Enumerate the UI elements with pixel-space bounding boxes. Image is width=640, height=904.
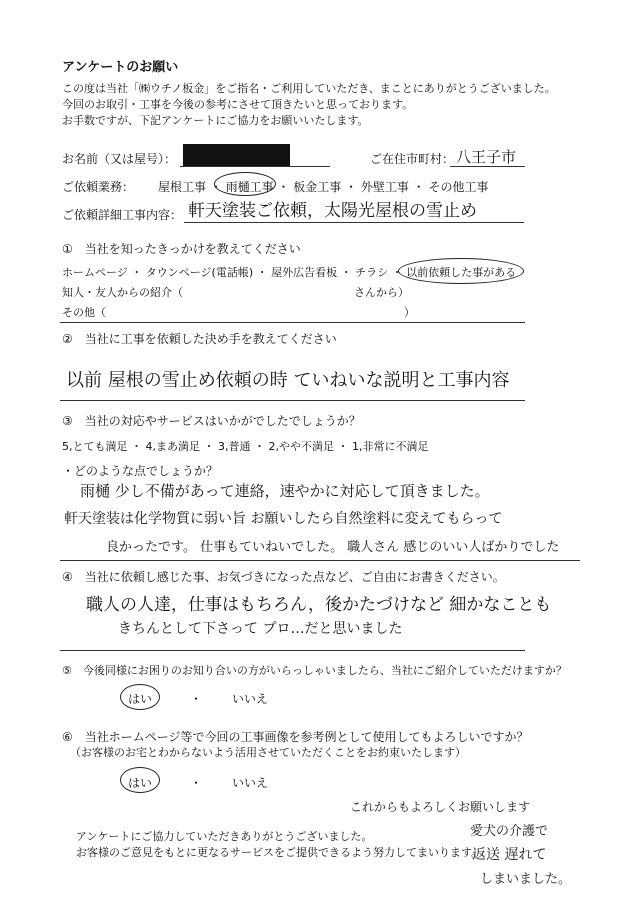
q4-answer-line-1: 職人の人達，仕事はもちろん，後かたづけなど 細かなことも [86, 595, 552, 615]
q1-options-line3-a: その他（ [62, 306, 106, 319]
q5-yes-circle [120, 684, 160, 710]
q3-options: 5,とても満足 ・ 4,まあ満足 ・ 3,普通 ・ 2,やや不満足 ・ 1,非常に不満足 [62, 440, 429, 453]
q5-dot: ・ [190, 692, 203, 706]
q6-dot: ・ [190, 776, 203, 790]
q3-sub-label: ・どのような点でしょうか？ [62, 464, 219, 478]
name-label: お名前（又は屋号）： [62, 152, 177, 166]
q3-answer-line-1: 雨樋 少し不備があって連絡，速やかに対応して頂きました。 [80, 482, 490, 500]
q2-divider [60, 400, 525, 401]
q2-label: ② 当社に工事を依頼した決め手を教えてください [62, 332, 337, 346]
side-note-line-1: これからもよろしくお願いします [350, 800, 531, 814]
intro-line-2: 今回のお取引・工事を今後の参考にさせて頂きたいと思っております。 [62, 98, 414, 111]
q6-no: いいえ [232, 776, 269, 790]
q6-yes: はい [128, 776, 153, 790]
closing-line-2: お客様のご意見をもとに更なるサービスをご提供できるよう努力してまいります。 [76, 846, 483, 859]
name-underline [180, 166, 330, 167]
type-options: 屋根工事 ・ 雨樋工事 ・ 板金工事 ・ 外壁工事 ・ その他工事 [158, 180, 489, 194]
city-value: 八王子市 [456, 148, 517, 166]
side-note-line-2: 愛犬の介護で [470, 824, 549, 839]
q3-divider [60, 560, 580, 561]
q1-options-line3-b: ） [404, 306, 415, 319]
detail-label: ご依頼詳細工事内容： [62, 208, 183, 222]
q4-label: ④ 当社に依頼し感じた事、お気づきになった点など、ご自由にお書きください。 [62, 570, 505, 584]
intro-line-3: お手数ですが、下記アンケートにご協力をお願いいたします。 [62, 114, 369, 127]
q4-divider [60, 650, 525, 651]
q1-options-line1: ホームページ ・ タウンページ(電話帳) ・ 屋外広告看板 ・ チラシ ・ 以前依頼した事がある [62, 266, 517, 279]
city-label: ご在住市町村： [370, 152, 455, 166]
intro-line-1: この度は当社「㈱ウチノ板金」をご指名・ご利用していただき、まことにありがとうございました。 [62, 82, 556, 95]
q3-answer-line-2: 軒天塗装は化学物質に弱い旨 お願いしたら自然塗料に変えてもらって [64, 511, 503, 527]
q5-yes: はい [128, 692, 153, 706]
page-title: アンケートのお願い [62, 60, 179, 75]
q6-label-line2: （お客様のお宅とわからないよう活用させていただくことをお約束いたします） [70, 746, 466, 759]
q2-answer: 以前 屋根の雪止め依頼の時 ていねいな説明と工事内容 [66, 370, 510, 391]
q5-no: いいえ [232, 692, 269, 706]
q1-selected-circle [398, 258, 524, 284]
q6-label-line1: ⑥ 当社ホームページ等で今回の工事画像を参考例として使用してもよろしいですか？ [62, 730, 529, 744]
q1-divider [60, 322, 525, 323]
q5-label: ⑤ 今後同様にお困りのお知り合いの方がいらっしゃいましたら、当社にご紹介していただけますか？ [62, 664, 567, 677]
q1-label: ① 当社を知ったきっかけを教えてください [62, 242, 301, 256]
q3-answer-line-3: 良かったです。 仕事もていねいでした。 職人さん 感じのいい人ばかりでした [106, 540, 560, 555]
q4-answer-line-2: きちんとして下さって プロ…だと思いました [118, 621, 403, 637]
detail-value: 軒天塗装ご依頼，太陽光屋根の雪止め [188, 201, 477, 221]
q3-label: ③ 当社の対応やサービスはいかがでしたでしょうか？ [62, 414, 361, 428]
type-label: ご依頼業務： [62, 180, 135, 194]
redacted-name [183, 144, 290, 166]
side-note-line-3: 返送 遅れて [472, 847, 547, 863]
q1-options-line2-b: さんから） [354, 286, 409, 299]
city-underline [450, 166, 525, 167]
type-selected-circle [214, 172, 276, 196]
q1-options-line2-a: 知人・友人からの紹介（ [62, 286, 183, 299]
detail-underline [184, 222, 524, 223]
closing-line-1: アンケートにご協力していただきありがとうございました。 [76, 830, 373, 843]
q6-yes-circle [120, 767, 160, 793]
side-note-line-4: しまいました。 [480, 872, 572, 887]
